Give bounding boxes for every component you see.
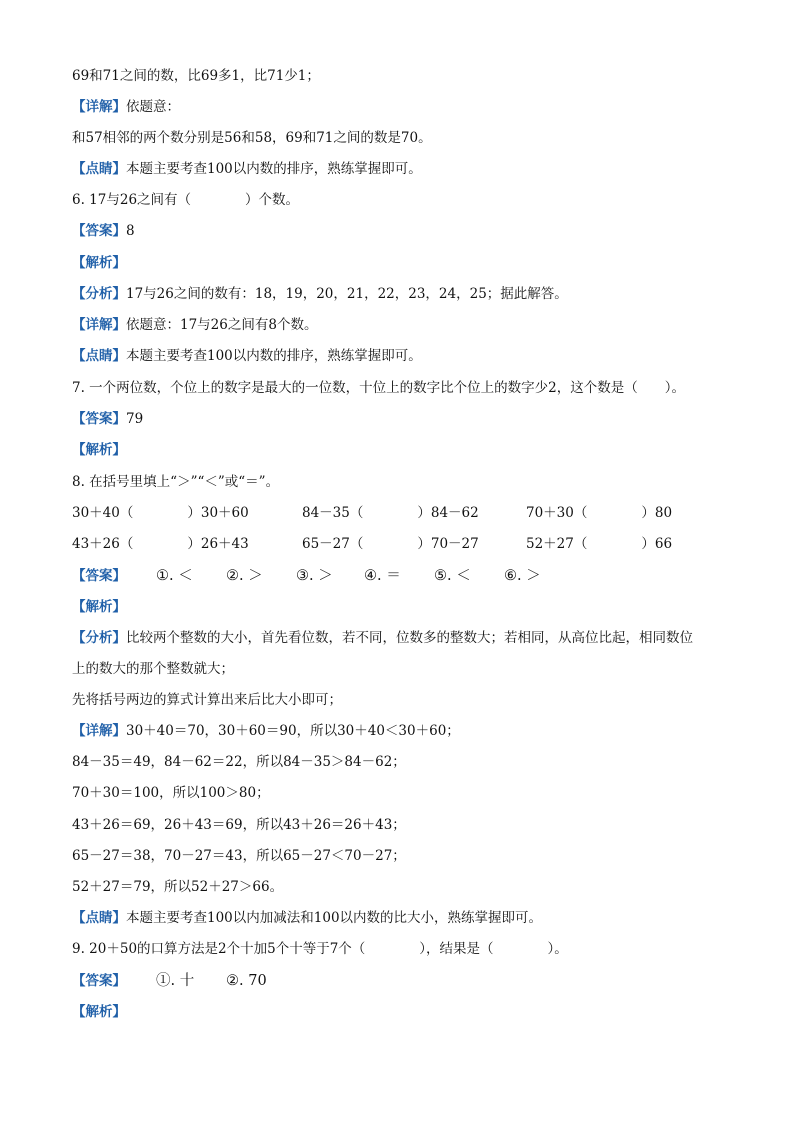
comparison-expression: 70＋30（ ）80 (526, 505, 673, 521)
text-span: 依题意：17与26之间有8个数。 (126, 317, 318, 333)
section-tag: 【解析】 (72, 599, 126, 615)
text-span: 本题主要考查100以内加减法和100以内数的比大小，熟练掌握即可。 (126, 910, 543, 926)
comparison-expression: 52＋27（ ）66 (526, 536, 673, 552)
answer-value: ⑤. ＜ (434, 568, 471, 584)
answer-value: ④. ＝ (364, 568, 401, 584)
text-line (72, 346, 732, 366)
text-line (72, 284, 732, 304)
text-span: 本题主要考查100以内数的排序，熟练掌握即可。 (126, 348, 422, 364)
answer-value: ①. ＜ (156, 568, 193, 584)
text-line: 43＋26＝69，26＋43＝69，所以43＋26＝26＋43； (72, 817, 406, 833)
section-tag: 【答案】 (72, 568, 126, 584)
section-tag: 【答案】 (72, 411, 126, 427)
question-6: 6. 17与26之间有（ ）个数。 (72, 192, 300, 208)
answer-line (72, 409, 732, 429)
text-span: 依题意： (126, 99, 180, 115)
text-line (72, 721, 732, 741)
question-7: 7. 一个两位数，个位上的数字是最大的一位数，十位上的数字比个位上的数字少2，这个数是（ ）。 (72, 380, 686, 396)
answer-value: 79 (126, 411, 144, 427)
text-line: 52＋27＝79，所以52＋27＞66。 (72, 879, 284, 895)
answer-value: ⑥. ＞ (504, 568, 541, 584)
section-tag: 【解析】 (72, 442, 126, 458)
text-line (72, 315, 732, 335)
text-line: 84－35＝49，84－62＝22，所以84－35＞84－62； (72, 754, 406, 770)
question-8: 8. 在括号里填上“＞”“＜”或“＝”。 (72, 474, 280, 490)
answer-value: 8 (126, 223, 135, 239)
section-tag: 【分析】 (72, 286, 126, 302)
answer-line (72, 221, 732, 241)
section-tag: 【解析】 (72, 255, 126, 271)
section-tag: 【点睛】 (72, 161, 126, 177)
text-line: 先将括号两边的算式计算出来后比大小即可； (72, 692, 342, 708)
text-line: 69和71之间的数，比69多1，比71少1； (72, 68, 320, 84)
text-line (72, 97, 732, 117)
section-tag: 【详解】 (72, 317, 126, 333)
comparison-expression: 30＋40（ ）30＋60 (72, 505, 249, 521)
comparison-expression: 43＋26（ ）26＋43 (72, 536, 249, 552)
text-line: 上的数大的那个整数就大； (72, 661, 234, 677)
section-tag: 【详解】 (72, 99, 126, 115)
question-9: 9. 20＋50的口算方法是2个十加5个十等于7个（ ），结果是（ ）。 (72, 941, 568, 957)
text-line: 和57相邻的两个数分别是56和58，69和71之间的数是70。 (72, 130, 432, 146)
comparison-expression: 65－27（ ）70－27 (302, 536, 479, 552)
text-line (72, 628, 732, 648)
section-tag: 【详解】 (72, 723, 126, 739)
answer-value: ②. ＞ (226, 568, 263, 584)
section-tag: 【点睛】 (72, 348, 126, 364)
text-span: 本题主要考查100以内数的排序，熟练掌握即可。 (126, 161, 422, 177)
text-line (72, 908, 732, 928)
section-tag: 【答案】 (72, 223, 126, 239)
section-tag: 【解析】 (72, 1004, 126, 1020)
section-tag: 【点睛】 (72, 910, 126, 926)
text-span: 比较两个整数的大小，首先看位数，若不同，位数多的整数大；若相同，从高位比起，相同数位 (126, 630, 693, 646)
text-line (72, 159, 732, 179)
text-span: 17与26之间的数有：18，19，20，21，22，23，24，25；据此解答。 (126, 286, 568, 302)
answer-value: ②. 70 (226, 973, 267, 989)
text-line: 70＋30＝100，所以100＞80； (72, 785, 270, 801)
answer-value: ③. ＞ (296, 568, 333, 584)
text-span: 30＋40＝70，30＋60＝90，所以30＋40＜30＋60； (126, 723, 460, 739)
answer-value: ①. 十 (156, 973, 195, 989)
comparison-expression: 84－35（ ）84－62 (302, 505, 479, 521)
text-line: 65－27＝38，70－27＝43，所以65－27＜70－27； (72, 848, 406, 864)
section-tag: 【答案】 (72, 973, 126, 989)
section-tag: 【分析】 (72, 630, 126, 646)
